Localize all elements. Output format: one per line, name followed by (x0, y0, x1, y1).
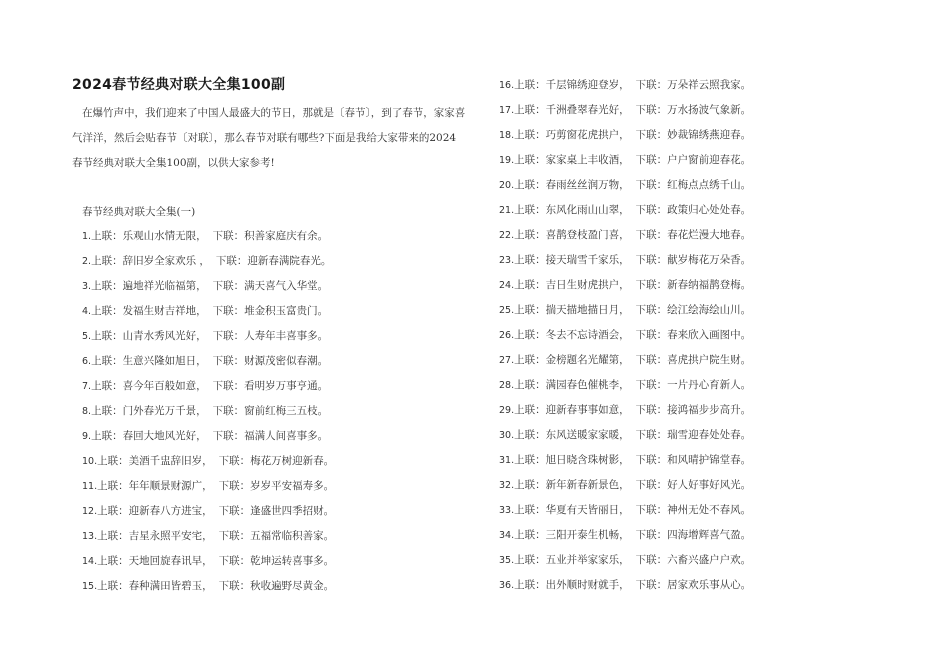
upper-label: 上联： (514, 304, 546, 316)
upper-line: 年年顺景财源广， (128, 480, 213, 492)
upper-line: 辞旧岁全家欢乐 ， (122, 255, 210, 267)
upper-label: 上联： (514, 279, 546, 291)
lower-label: 下联： (635, 454, 668, 466)
couplet-item (499, 273, 751, 298)
couplet-number: 15. (82, 581, 98, 592)
lower-label: 下联： (212, 230, 245, 242)
upper-label: 上联： (91, 230, 123, 242)
upper-line: 春雨丝丝润万物， (545, 179, 630, 191)
couplet-number: 19. (499, 155, 515, 166)
lower-label: 下联： (212, 355, 245, 367)
couplet-number: 35. (499, 555, 515, 566)
couplet-item (82, 349, 334, 374)
lower-label: 下联： (218, 455, 251, 467)
lower-line: 和风晴护锦堂春。 (667, 454, 752, 466)
lower-label: 下联： (635, 204, 668, 216)
couplet-number: 27. (499, 355, 515, 366)
couplet-item (499, 198, 751, 223)
lower-line: 居家欢乐事从心。 (667, 579, 752, 591)
lower-label: 下联： (635, 529, 668, 541)
upper-line: 巧剪窗花虎拱户， (545, 129, 630, 141)
lower-line: 看明岁万事亨通。 (244, 380, 329, 392)
lower-label: 下联： (218, 580, 251, 592)
lower-line: 绘江绘海绘山川。 (667, 304, 752, 316)
upper-label: 上联： (514, 129, 546, 141)
upper-line: 乐观山水情无限， (122, 230, 207, 242)
couplet-item (499, 323, 751, 348)
upper-label: 上联： (91, 330, 123, 342)
lower-label: 下联： (218, 480, 251, 492)
upper-line: 揣天描地描日月， (545, 304, 630, 316)
couplet-number: 1. (82, 231, 92, 242)
lower-line: 春来欣入画图中。 (667, 329, 752, 341)
upper-line: 迎新春八方进宝， (128, 505, 213, 517)
upper-label: 上联： (514, 154, 546, 166)
couplet-number: 14. (82, 556, 98, 567)
document-title: 2024春节经典对联大全集100副 (72, 77, 286, 93)
upper-label: 上联： (514, 504, 546, 516)
lower-line: 窗前红梅三五枝。 (244, 405, 329, 417)
couplet-number: 21. (499, 205, 515, 216)
upper-label: 上联： (97, 555, 129, 567)
upper-label: 上联： (91, 430, 123, 442)
lower-label: 下联： (635, 279, 668, 291)
upper-line: 发福生财吉祥地， (122, 305, 207, 317)
couplet-number: 13. (82, 531, 98, 542)
lower-label: 下联： (635, 229, 668, 241)
lower-label: 下联： (635, 254, 668, 266)
lower-line: 万水扬波气象新。 (667, 104, 752, 116)
couplet-item (82, 324, 334, 349)
lower-line: 春花烂漫大地春。 (667, 229, 752, 241)
couplet-item (499, 298, 751, 323)
upper-line: 家家桌上丰收酒， (545, 154, 630, 166)
couplet-item (82, 474, 334, 499)
couplet-item (499, 423, 751, 448)
lower-label: 下联： (635, 354, 668, 366)
upper-label: 上联： (514, 529, 546, 541)
upper-label: 上联： (91, 380, 123, 392)
couplet-number: 7. (82, 381, 92, 392)
upper-label: 上联： (514, 204, 546, 216)
couplet-number: 2. (82, 256, 92, 267)
lower-line: 一片丹心育新人。 (667, 379, 752, 391)
couplet-item (82, 374, 334, 399)
upper-line: 千洲叠翠春光好， (545, 104, 630, 116)
upper-line: 吉星永照平安宅， (128, 530, 213, 542)
couplet-item (82, 274, 334, 299)
lower-line: 秋收遍野尽黄金。 (250, 580, 335, 592)
couplet-number: 30. (499, 430, 515, 441)
lower-label: 下联： (212, 380, 245, 392)
couplet-number: 23. (499, 255, 515, 266)
lower-label: 下联： (635, 554, 668, 566)
upper-label: 上联： (514, 104, 546, 116)
lower-label: 下联： (635, 429, 668, 441)
couplet-number: 36. (499, 580, 515, 591)
lower-label: 下联： (635, 379, 668, 391)
couplet-item (82, 399, 334, 424)
upper-label: 上联： (97, 505, 129, 517)
lower-line: 妙裁锦绣燕迎春。 (667, 129, 752, 141)
couplet-item (82, 299, 334, 324)
upper-line: 五业并举家家乐， (545, 554, 630, 566)
lower-label: 下联： (635, 329, 668, 341)
couplet-number: 6. (82, 356, 92, 367)
upper-line: 接天瑞雪千家乐， (545, 254, 630, 266)
lower-line: 万朵祥云照我家。 (667, 79, 752, 91)
couplet-item (499, 548, 751, 573)
couplet-item (499, 398, 751, 423)
lower-line: 财源茂密似春潮。 (244, 355, 329, 367)
upper-line: 旭日晓含珠树影， (545, 454, 630, 466)
upper-line: 美酒千盅辞旧岁， (128, 455, 213, 467)
upper-line: 金榜题名光耀第， (545, 354, 630, 366)
couplet-item (82, 574, 334, 599)
upper-line: 华夏有天皆丽日， (545, 504, 630, 516)
upper-line: 喜鹊登枝盈门喜， (545, 229, 630, 241)
upper-line: 春种满田皆碧玉， (128, 580, 213, 592)
section-heading: 春节经典对联大全集(一) (82, 206, 196, 218)
couplet-item (82, 449, 334, 474)
upper-label: 上联： (91, 305, 123, 317)
couplet-number: 8. (82, 406, 92, 417)
couplet-number: 28. (499, 380, 515, 391)
lower-label: 下联： (212, 405, 245, 417)
couplet-number: 18. (499, 130, 515, 141)
lower-label: 下联： (212, 430, 245, 442)
upper-line: 三阳开泰生机畅， (545, 529, 630, 541)
upper-label: 上联： (514, 554, 546, 566)
couplet-number: 26. (499, 330, 515, 341)
upper-label: 上联： (514, 379, 546, 391)
couplet-item (82, 224, 334, 249)
couplet-number: 12. (82, 506, 98, 517)
lower-line: 乾坤运转喜事多。 (250, 555, 335, 567)
couplet-number: 29. (499, 405, 515, 416)
couplet-item (499, 498, 751, 523)
lower-line: 福满人间喜事多。 (244, 430, 329, 442)
couplet-number: 34. (499, 530, 515, 541)
couplet-item (82, 424, 334, 449)
lower-label: 下联： (218, 530, 251, 542)
upper-label: 上联： (514, 179, 546, 191)
lower-label: 下联： (218, 505, 251, 517)
lower-label: 下联： (635, 79, 668, 91)
couplet-list-left (82, 224, 334, 599)
upper-label: 上联： (514, 454, 546, 466)
lower-line: 四海增辉喜气盈。 (667, 529, 752, 541)
upper-label: 上联： (514, 354, 546, 366)
upper-label: 上联： (97, 580, 129, 592)
lower-label: 下联： (212, 280, 245, 292)
lower-line: 迎新春满院春光。 (247, 255, 332, 267)
upper-line: 满园春色催桃李， (545, 379, 630, 391)
couplet-item (499, 73, 751, 98)
upper-line: 迎新春事事如意， (545, 404, 630, 416)
upper-line: 冬去不忘诗酒会， (545, 329, 630, 341)
couplet-item (82, 524, 334, 549)
lower-line: 五福常临积善家。 (250, 530, 335, 542)
couplet-item (499, 123, 751, 148)
upper-label: 上联： (91, 405, 123, 417)
upper-label: 上联： (514, 229, 546, 241)
lower-label: 下联： (635, 154, 668, 166)
couplet-number: 31. (499, 455, 515, 466)
lower-line: 逢盛世四季招财。 (250, 505, 335, 517)
upper-label: 上联： (91, 355, 123, 367)
upper-line: 新年新春新景色， (545, 479, 630, 491)
upper-label: 上联： (514, 479, 546, 491)
lower-line: 岁岁平安福寿多。 (250, 480, 335, 492)
lower-line: 政策归心处处春。 (667, 204, 752, 216)
couplet-item (499, 473, 751, 498)
lower-label: 下联： (635, 579, 668, 591)
lower-label: 下联： (212, 305, 245, 317)
lower-label: 下联： (635, 404, 668, 416)
lower-label: 下联： (215, 255, 248, 267)
lower-line: 堆金积玉富贵门。 (244, 305, 329, 317)
couplet-item (499, 173, 751, 198)
lower-line: 满天喜气入华堂。 (244, 280, 329, 292)
lower-line: 新春纳福鹊登梅。 (667, 279, 752, 291)
couplet-item (499, 223, 751, 248)
lower-label: 下联： (635, 504, 668, 516)
lower-line: 红梅点点绣千山。 (667, 179, 752, 191)
couplet-item (499, 448, 751, 473)
couplet-number: 20. (499, 180, 515, 191)
lower-label: 下联： (212, 330, 245, 342)
couplet-item (499, 348, 751, 373)
lower-line: 梅花万树迎新春。 (250, 455, 335, 467)
upper-label: 上联： (514, 254, 546, 266)
upper-line: 千层锦绣迎登岁， (545, 79, 630, 91)
upper-label: 上联： (514, 429, 546, 441)
upper-label: 上联： (514, 329, 546, 341)
couplet-item (499, 523, 751, 548)
lower-label: 下联： (635, 479, 668, 491)
upper-label: 上联： (514, 79, 546, 91)
lower-line: 喜虎拱户院生财。 (667, 354, 752, 366)
couplet-list-right (499, 73, 751, 598)
couplet-item (499, 248, 751, 273)
upper-label: 上联： (514, 404, 546, 416)
couplet-number: 33. (499, 505, 515, 516)
lower-label: 下联： (635, 129, 668, 141)
upper-label: 上联： (91, 280, 123, 292)
upper-label: 上联： (97, 530, 129, 542)
couplet-number: 11. (82, 481, 98, 492)
lower-line: 好人好事好风光。 (667, 479, 752, 491)
upper-line: 吉日生财虎拱户， (545, 279, 630, 291)
couplet-number: 5. (82, 331, 92, 342)
upper-line: 春回大地风光好， (122, 430, 207, 442)
lower-line: 积善家庭庆有余。 (244, 230, 329, 242)
couplet-number: 4. (82, 306, 92, 317)
lower-line: 户户窗前迎春花。 (667, 154, 752, 166)
couplet-item (82, 499, 334, 524)
upper-line: 山青水秀风光好， (122, 330, 207, 342)
couplet-item (499, 573, 751, 598)
upper-label: 上联： (97, 455, 129, 467)
lower-label: 下联： (218, 555, 251, 567)
upper-label: 上联： (97, 480, 129, 492)
couplet-number: 10. (82, 456, 98, 467)
upper-line: 生意兴隆如旭日， (122, 355, 207, 367)
upper-line: 天地回旋春讯早， (128, 555, 213, 567)
lower-label: 下联： (635, 104, 668, 116)
lower-line: 献岁梅花万朵香。 (667, 254, 752, 266)
upper-label: 上联： (91, 255, 123, 267)
lower-line: 人寿年丰喜事多。 (244, 330, 329, 342)
upper-line: 东风化雨山山翠， (545, 204, 630, 216)
lower-line: 接鸿福步步高升。 (667, 404, 752, 416)
couplet-number: 25. (499, 305, 515, 316)
lower-line: 六畜兴盛户户欢。 (667, 554, 752, 566)
couplet-item (499, 373, 751, 398)
couplet-item (499, 148, 751, 173)
couplet-number: 17. (499, 105, 515, 116)
couplet-item (82, 549, 334, 574)
couplet-number: 3. (82, 281, 92, 292)
intro-paragraph: 在爆竹声中，我们迎来了中国人最盛大的节日，那就是〔春节〕，到了春节，家家喜气洋洋，然后会贴春节〔对联〕，那么春节对联有哪些?下面是我给大家带来的2024春节经典对联大全集100副，以供大家参考! (72, 107, 466, 169)
lower-line: 瑞雪迎春处处春。 (667, 429, 752, 441)
lower-label: 下联： (635, 304, 668, 316)
couplet-number: 24. (499, 280, 515, 291)
couplet-item (499, 98, 751, 123)
lower-label: 下联： (635, 179, 668, 191)
couplet-number: 16. (499, 80, 515, 91)
upper-line: 遍地祥光临福第， (122, 280, 207, 292)
upper-line: 喜今年百般如意， (122, 380, 207, 392)
upper-line: 门外春光万千景， (122, 405, 207, 417)
upper-line: 东风送暖家家暖， (545, 429, 630, 441)
couplet-number: 32. (499, 480, 515, 491)
lower-line: 神州无处不春风。 (667, 504, 752, 516)
upper-label: 上联： (514, 579, 546, 591)
couplet-item (82, 249, 334, 274)
couplet-number: 22. (499, 230, 515, 241)
couplet-number: 9. (82, 431, 92, 442)
upper-line: 出外顺时财就手， (545, 579, 630, 591)
